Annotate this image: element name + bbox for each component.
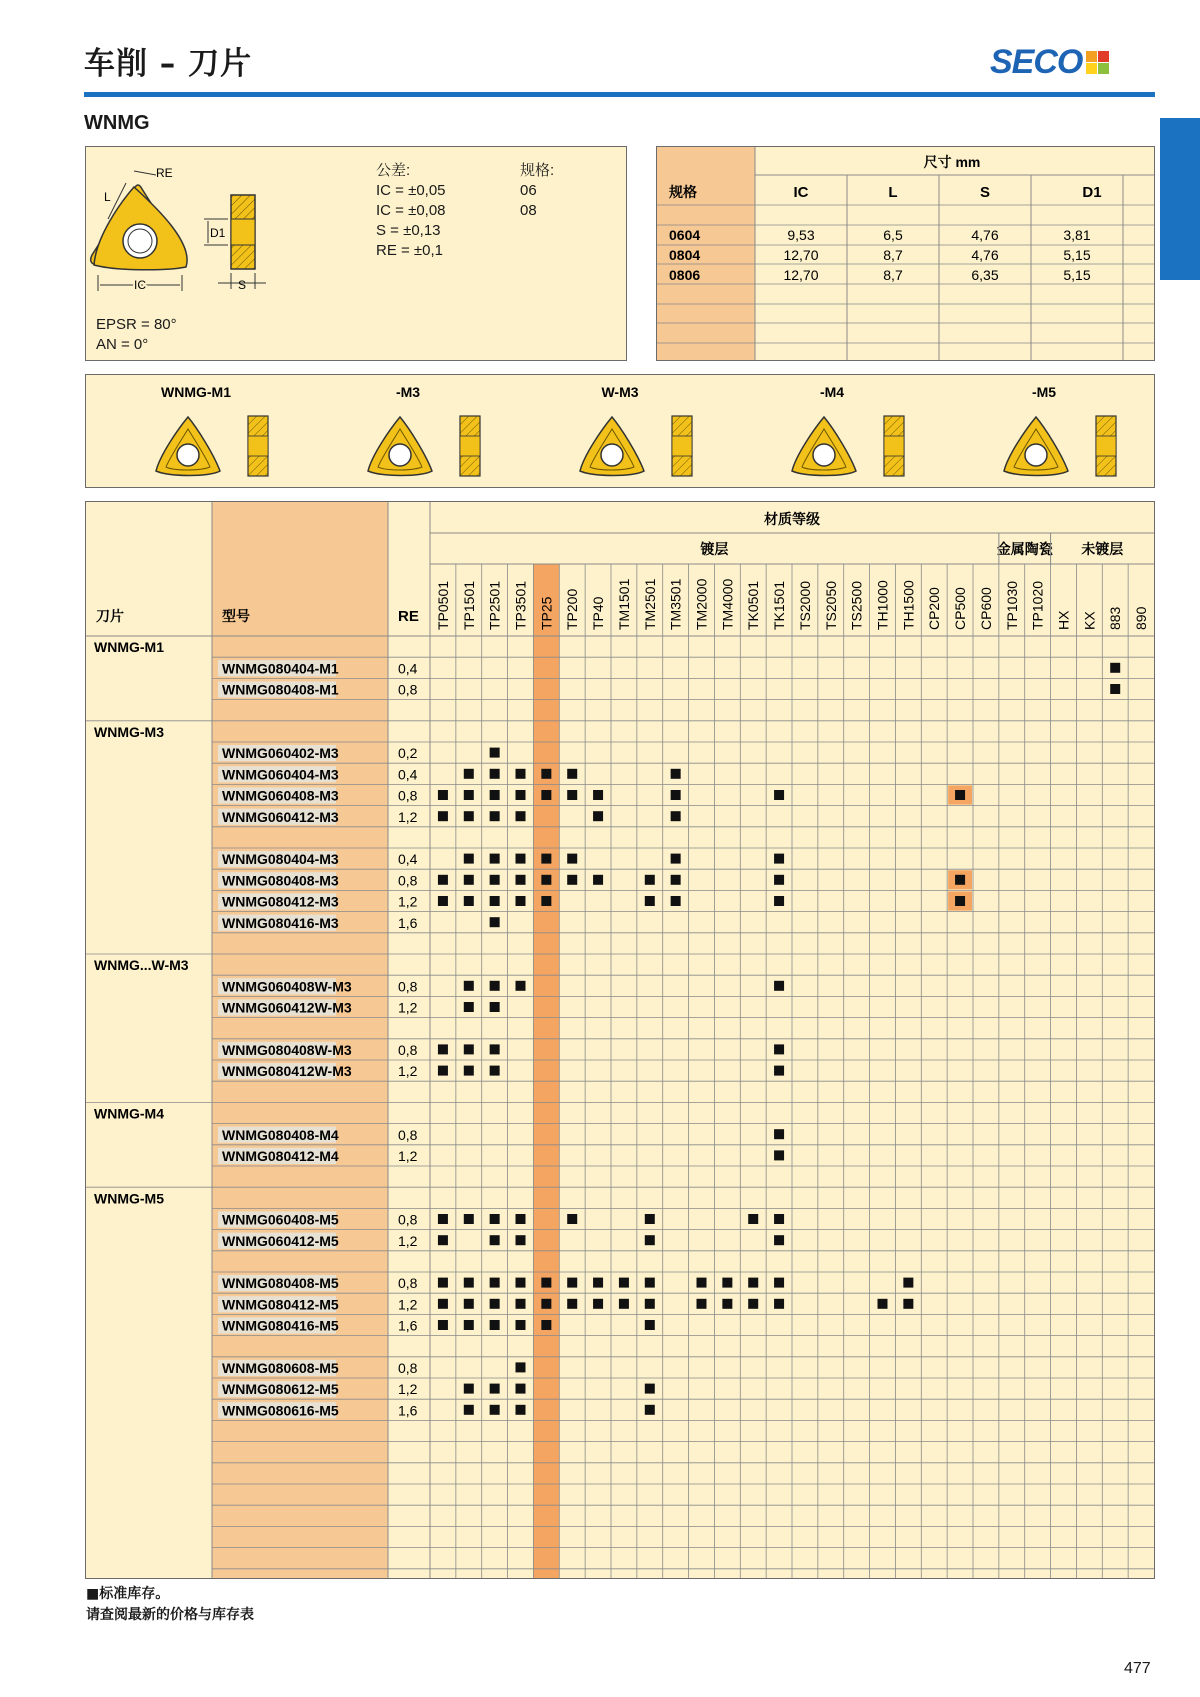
model-code: WNMG080404-M1 <box>222 660 339 677</box>
stock-mark <box>438 1278 448 1288</box>
re-value: 1,2 <box>398 808 418 825</box>
stock-mark <box>619 1299 629 1309</box>
stock-mark <box>748 1299 758 1309</box>
stock-mark <box>593 875 603 885</box>
model-code: WNMG080412-M3 <box>222 893 339 910</box>
grade-col-header: CP600 <box>977 587 994 630</box>
stock-mark <box>619 1278 629 1288</box>
stock-mark <box>490 1066 500 1076</box>
stock-mark <box>438 1299 448 1309</box>
stock-mark <box>774 1066 784 1076</box>
stock-mark <box>438 1214 448 1224</box>
grade-table-panel <box>85 501 1155 1579</box>
stock-mark <box>645 1214 655 1224</box>
grade-col-header: TH1500 <box>900 580 917 630</box>
re-value: 0,8 <box>398 872 418 889</box>
stock-mark <box>438 1044 448 1054</box>
re-value: 0,8 <box>398 978 418 995</box>
stock-mark <box>903 1299 913 1309</box>
stock-mark <box>464 854 474 864</box>
stock-mark <box>593 811 603 821</box>
stock-mark <box>541 769 551 779</box>
stock-mark <box>593 1299 603 1309</box>
size-list <box>520 161 554 221</box>
re-value: 0,4 <box>398 851 418 868</box>
grade-col-header: TP25 <box>538 596 555 630</box>
stock-mark <box>541 1320 551 1330</box>
model-code: WNMG080412-M4 <box>222 1148 339 1164</box>
stock-mark <box>516 1362 526 1372</box>
model-code: WNMG060404-M3 <box>222 766 339 783</box>
cermet-header: 金属陶瓷 <box>996 541 1053 557</box>
stock-mark <box>464 1002 474 1012</box>
stock-mark <box>955 875 965 885</box>
insert-group-label: WNMG-M4 <box>94 1105 164 1122</box>
stock-mark <box>490 1002 500 1012</box>
stock-mark <box>516 790 526 800</box>
stock-mark <box>722 1299 732 1309</box>
model-code: WNMG060402-M3 <box>222 745 339 762</box>
grade-col-header: KX <box>1081 611 1098 630</box>
variant-panel <box>85 374 1155 488</box>
stock-mark <box>567 790 577 800</box>
model-code: WNMG060408-M3 <box>222 787 339 804</box>
re-value: 0,8 <box>398 1042 418 1058</box>
stock-mark <box>541 1299 551 1309</box>
variant-side-icon <box>248 416 268 476</box>
dimension-size: 0804 <box>669 247 701 263</box>
grade-col-header: TM1501 <box>615 578 632 630</box>
re-value: 1,2 <box>398 1381 418 1398</box>
grade-col-header: TM2501 <box>641 578 658 630</box>
dimension-size: 0604 <box>669 227 701 243</box>
re-value: 0,4 <box>398 660 418 677</box>
model-code: WNMG080612-M5 <box>222 1381 339 1398</box>
re-value: 1,2 <box>398 893 418 910</box>
stock-mark <box>438 875 448 885</box>
stock-mark <box>774 1299 784 1309</box>
price-note: 请查阅最新的价格与库存表 <box>86 1607 254 1623</box>
title-rule <box>84 92 1155 97</box>
grade-col-header: TS2500 <box>848 580 865 630</box>
stock-mark <box>464 811 474 821</box>
grade-col-header: CP200 <box>926 587 943 630</box>
stock-mark <box>567 1214 577 1224</box>
model-code: WNMG080608-M5 <box>222 1360 339 1376</box>
grade-col-header: TP2501 <box>486 580 503 630</box>
insert-group-label: WNMG-M3 <box>94 724 164 740</box>
variant-insert-icon <box>368 417 432 476</box>
stock-mark <box>774 875 784 885</box>
grade-col-header: TP40 <box>590 596 607 630</box>
stock-mark <box>464 896 474 906</box>
dimension-col-header: IC <box>793 184 809 201</box>
variant-insert-icon <box>792 417 856 476</box>
re-value: 0,8 <box>398 681 418 698</box>
stock-mark <box>1110 684 1120 694</box>
variant-label: -M3 <box>395 384 421 400</box>
variant-side-icon <box>884 416 904 476</box>
logo-mark-icon <box>1086 51 1109 74</box>
highlight-column <box>533 564 559 1578</box>
model-code: WNMG060412W-M3 <box>222 999 352 1016</box>
stock-mark <box>645 1278 655 1288</box>
re-label: RE <box>156 166 173 180</box>
stock-mark <box>774 854 784 864</box>
stock-mark <box>464 1044 474 1054</box>
section-title: WNMG <box>84 112 150 134</box>
stock-mark <box>774 1044 784 1054</box>
stock-mark <box>774 1235 784 1245</box>
grade-col-header: TM3501 <box>667 578 684 630</box>
stock-mark <box>464 1299 474 1309</box>
logo-text: SECO <box>990 42 1083 81</box>
tolerance-list <box>376 161 446 261</box>
re-value: 1,2 <box>398 1063 418 1080</box>
epsr-value: EPSR = 80° <box>96 316 177 333</box>
stock-mark <box>567 854 577 864</box>
geometry-panel <box>85 146 627 361</box>
stock-mark <box>490 748 500 758</box>
stock-mark <box>438 896 448 906</box>
stock-mark <box>464 875 474 885</box>
stock-mark <box>516 769 526 779</box>
dimension-value: 8,7 <box>883 247 903 263</box>
an-value: AN = 0° <box>96 336 149 353</box>
stock-mark <box>490 811 500 821</box>
insert-group-label: WNMG-M5 <box>94 1190 164 1207</box>
stock-mark <box>541 1278 551 1288</box>
grade-col-header: TP1501 <box>460 580 477 630</box>
re-value: 1,6 <box>398 1402 418 1419</box>
dimension-value: 4,76 <box>971 247 999 263</box>
size-item: 08 <box>520 202 537 219</box>
stock-mark <box>645 1235 655 1245</box>
size-item: 06 <box>520 182 537 199</box>
stock-mark <box>438 811 448 821</box>
ic-label: IC <box>134 278 146 292</box>
variant-insert-icon <box>156 417 220 476</box>
re-value: 0,2 <box>398 745 418 762</box>
grade-table <box>86 502 1154 1578</box>
dimension-value: 8,7 <box>883 267 903 283</box>
stock-mark <box>516 896 526 906</box>
dimension-value: 12,70 <box>783 247 819 263</box>
variant-drawings <box>86 375 1154 487</box>
stock-mark <box>593 790 603 800</box>
stock-mark <box>903 1278 913 1288</box>
stock-mark <box>464 1405 474 1415</box>
stock-mark <box>541 790 551 800</box>
stock-mark <box>516 854 526 864</box>
stock-mark <box>464 1278 474 1288</box>
re-value: 0,8 <box>398 1275 418 1292</box>
uncoated-header: 未镀层 <box>1081 541 1124 557</box>
dimensions-panel <box>656 146 1155 361</box>
stock-mark <box>541 854 551 864</box>
stock-mark <box>516 1299 526 1309</box>
seco-logo <box>990 42 1109 82</box>
stock-mark <box>748 1278 758 1288</box>
stock-mark <box>490 875 500 885</box>
stock-mark <box>516 1235 526 1245</box>
grade-col-header: HX <box>1055 610 1072 630</box>
stock-mark <box>567 769 577 779</box>
stock-mark <box>955 790 965 800</box>
dimension-value: 5,15 <box>1063 267 1091 283</box>
re-value: 1,6 <box>398 914 418 931</box>
dimension-value: 12,70 <box>783 267 819 283</box>
dimension-size: 0806 <box>669 267 701 283</box>
stock-mark <box>490 1214 500 1224</box>
stock-mark <box>774 1150 784 1160</box>
tolerance-item: RE = ±0,1 <box>376 242 444 259</box>
dimension-value: 6,5 <box>883 227 903 243</box>
model-code: WNMG060408-M5 <box>222 1211 339 1228</box>
grade-col-header: TP1030 <box>1003 580 1020 630</box>
grade-col-header: TH1000 <box>874 580 891 630</box>
grade-col-header: TK0501 <box>745 580 762 630</box>
model-code: WNMG060408W-M3 <box>222 978 352 995</box>
stock-mark <box>774 1278 784 1288</box>
re-value: 1,2 <box>398 1148 418 1164</box>
stock-mark <box>464 1320 474 1330</box>
grade-col-header: TP200 <box>564 588 581 630</box>
stock-mark <box>593 1278 603 1288</box>
dimension-value: 4,76 <box>971 227 999 243</box>
stock-mark <box>490 1044 500 1054</box>
variant-label: W-M3 <box>601 384 639 400</box>
stock-mark <box>464 981 474 991</box>
stock-mark <box>748 1214 758 1224</box>
stock-mark <box>490 790 500 800</box>
l-label: L <box>104 190 111 204</box>
stock-mark <box>516 875 526 885</box>
variant-insert-icon <box>580 417 644 476</box>
re-value: 0,8 <box>398 787 418 804</box>
model-code: WNMG080416-M5 <box>222 1317 339 1334</box>
insert-group-label: WNMG-M1 <box>94 639 164 656</box>
stock-mark <box>722 1278 732 1288</box>
stock-mark <box>541 875 551 885</box>
tolerance-title: 公差: <box>376 162 411 179</box>
dimension-value: 6,35 <box>971 267 999 283</box>
variant-side-icon <box>672 416 692 476</box>
grade-col-header: 890 <box>1133 606 1150 630</box>
stock-mark <box>516 1214 526 1224</box>
model-header: 型号 <box>222 608 250 624</box>
grade-col-header: CP500 <box>952 587 969 630</box>
stock-mark <box>490 1299 500 1309</box>
variant-side-icon <box>460 416 480 476</box>
model-code: WNMG080412W-M3 <box>222 1063 352 1080</box>
stock-mark <box>671 854 681 864</box>
stock-mark <box>697 1278 707 1288</box>
model-code: WNMG080408-M5 <box>222 1275 339 1292</box>
stock-mark <box>490 1405 500 1415</box>
stock-mark <box>490 769 500 779</box>
stock-mark <box>516 981 526 991</box>
stock-mark <box>567 1278 577 1288</box>
stock-legend: ■标准库存。 <box>86 1586 170 1602</box>
stock-mark <box>567 875 577 885</box>
model-code: WNMG060412-M3 <box>222 808 339 825</box>
stock-mark <box>774 1214 784 1224</box>
stock-mark <box>438 1066 448 1076</box>
model-code: WNMG080616-M5 <box>222 1402 339 1419</box>
grade-col-header: TP1020 <box>1029 580 1046 630</box>
coated-header: 镀层 <box>700 541 729 557</box>
model-code: WNMG060412-M5 <box>222 1232 339 1249</box>
stock-mark <box>464 1066 474 1076</box>
grade-group-header: 材质等级 <box>764 511 820 527</box>
re-value: 0,8 <box>398 1360 418 1376</box>
grade-col-header: 883 <box>1107 606 1124 630</box>
stock-mark <box>516 1278 526 1288</box>
stock-mark <box>645 1299 655 1309</box>
size-title: 规格: <box>520 162 555 179</box>
grade-col-header: TK1501 <box>771 580 788 630</box>
section-side-tab[interactable] <box>1160 118 1200 280</box>
insert-group-label: WNMG...W-M3 <box>94 957 189 974</box>
model-code: WNMG080416-M3 <box>222 914 339 931</box>
re-header: RE <box>398 608 419 625</box>
stock-mark <box>671 896 681 906</box>
stock-mark <box>490 1235 500 1245</box>
stock-mark <box>774 790 784 800</box>
re-value: 0,8 <box>398 1126 418 1143</box>
stock-mark <box>697 1299 707 1309</box>
variant-label: WNMG-M1 <box>161 384 231 400</box>
stock-mark <box>1110 663 1120 673</box>
stock-mark <box>774 981 784 991</box>
stock-mark <box>490 1278 500 1288</box>
tolerance-item: IC = ±0,08 <box>376 202 446 219</box>
stock-mark <box>955 896 965 906</box>
stock-mark <box>774 896 784 906</box>
stock-mark <box>671 790 681 800</box>
stock-mark <box>438 790 448 800</box>
stock-mark <box>645 1405 655 1415</box>
stock-mark <box>438 1235 448 1245</box>
stock-mark <box>645 875 655 885</box>
dimension-value: 5,15 <box>1063 247 1091 263</box>
grade-col-header: TM4000 <box>719 578 736 630</box>
page-number: 477 <box>1124 1660 1151 1677</box>
stock-mark <box>567 1299 577 1309</box>
stock-mark <box>464 1214 474 1224</box>
stock-mark <box>464 769 474 779</box>
re-value: 1,6 <box>398 1317 418 1334</box>
model-code: WNMG080404-M3 <box>222 851 339 868</box>
d1-label: D1 <box>210 226 226 240</box>
tolerance-item: S = ±0,13 <box>376 222 441 239</box>
dimension-value: 9,53 <box>787 227 815 243</box>
tolerance-item: IC = ±0,05 <box>376 182 446 199</box>
dimension-col-header: D1 <box>1082 184 1102 201</box>
model-code: WNMG080408-M3 <box>222 872 339 889</box>
stock-mark <box>464 790 474 800</box>
stock-mark <box>464 1384 474 1394</box>
dimension-col-header: L <box>888 184 898 201</box>
dimension-group-header: 尺寸 mm <box>923 154 981 170</box>
stock-mark <box>490 896 500 906</box>
insert-header: 刀片 <box>96 608 124 624</box>
stock-mark <box>645 1320 655 1330</box>
variant-side-icon <box>1096 416 1116 476</box>
stock-mark <box>774 1129 784 1139</box>
stock-mark <box>878 1299 888 1309</box>
stock-mark <box>645 896 655 906</box>
stock-mark <box>671 769 681 779</box>
size-header: 规格 <box>669 184 697 200</box>
stock-mark <box>671 875 681 885</box>
stock-mark <box>671 811 681 821</box>
model-code: WNMG080408-M1 <box>222 681 339 698</box>
stock-mark <box>438 1320 448 1330</box>
grade-col-header: TP3501 <box>512 580 529 630</box>
model-code: WNMG080408W-M3 <box>222 1042 352 1058</box>
grade-col-header: TS2050 <box>822 580 839 630</box>
re-value: 1,2 <box>398 1232 418 1249</box>
stock-mark <box>490 981 500 991</box>
dimensions-table <box>657 147 1154 360</box>
page-title: 车削 – 刀片 <box>84 46 253 82</box>
variant-insert-icon <box>1004 417 1068 476</box>
variant-label: -M5 <box>1031 384 1057 400</box>
re-value: 0,8 <box>398 1211 418 1228</box>
variant-label: -M4 <box>819 384 845 400</box>
model-code: WNMG080408-M4 <box>222 1126 339 1143</box>
stock-mark <box>490 1320 500 1330</box>
model-code: WNMG080412-M5 <box>222 1296 339 1313</box>
stock-mark <box>516 811 526 821</box>
s-label: S <box>238 278 247 292</box>
dimension-value: 3,81 <box>1063 227 1091 243</box>
stock-mark <box>516 1405 526 1415</box>
re-value: 1,2 <box>398 1296 418 1313</box>
stock-mark <box>541 896 551 906</box>
stock-mark <box>490 917 500 927</box>
grade-col-header: TP0501 <box>434 580 451 630</box>
grade-col-header: TS2000 <box>796 580 813 630</box>
stock-mark <box>490 854 500 864</box>
re-value: 0,4 <box>398 766 418 783</box>
stock-mark <box>490 1384 500 1394</box>
stock-mark <box>516 1384 526 1394</box>
dimension-col-header: S <box>979 184 991 201</box>
re-value: 1,2 <box>398 999 418 1016</box>
grade-col-header: TM2000 <box>693 578 710 630</box>
stock-mark <box>645 1384 655 1394</box>
stock-mark <box>516 1320 526 1330</box>
